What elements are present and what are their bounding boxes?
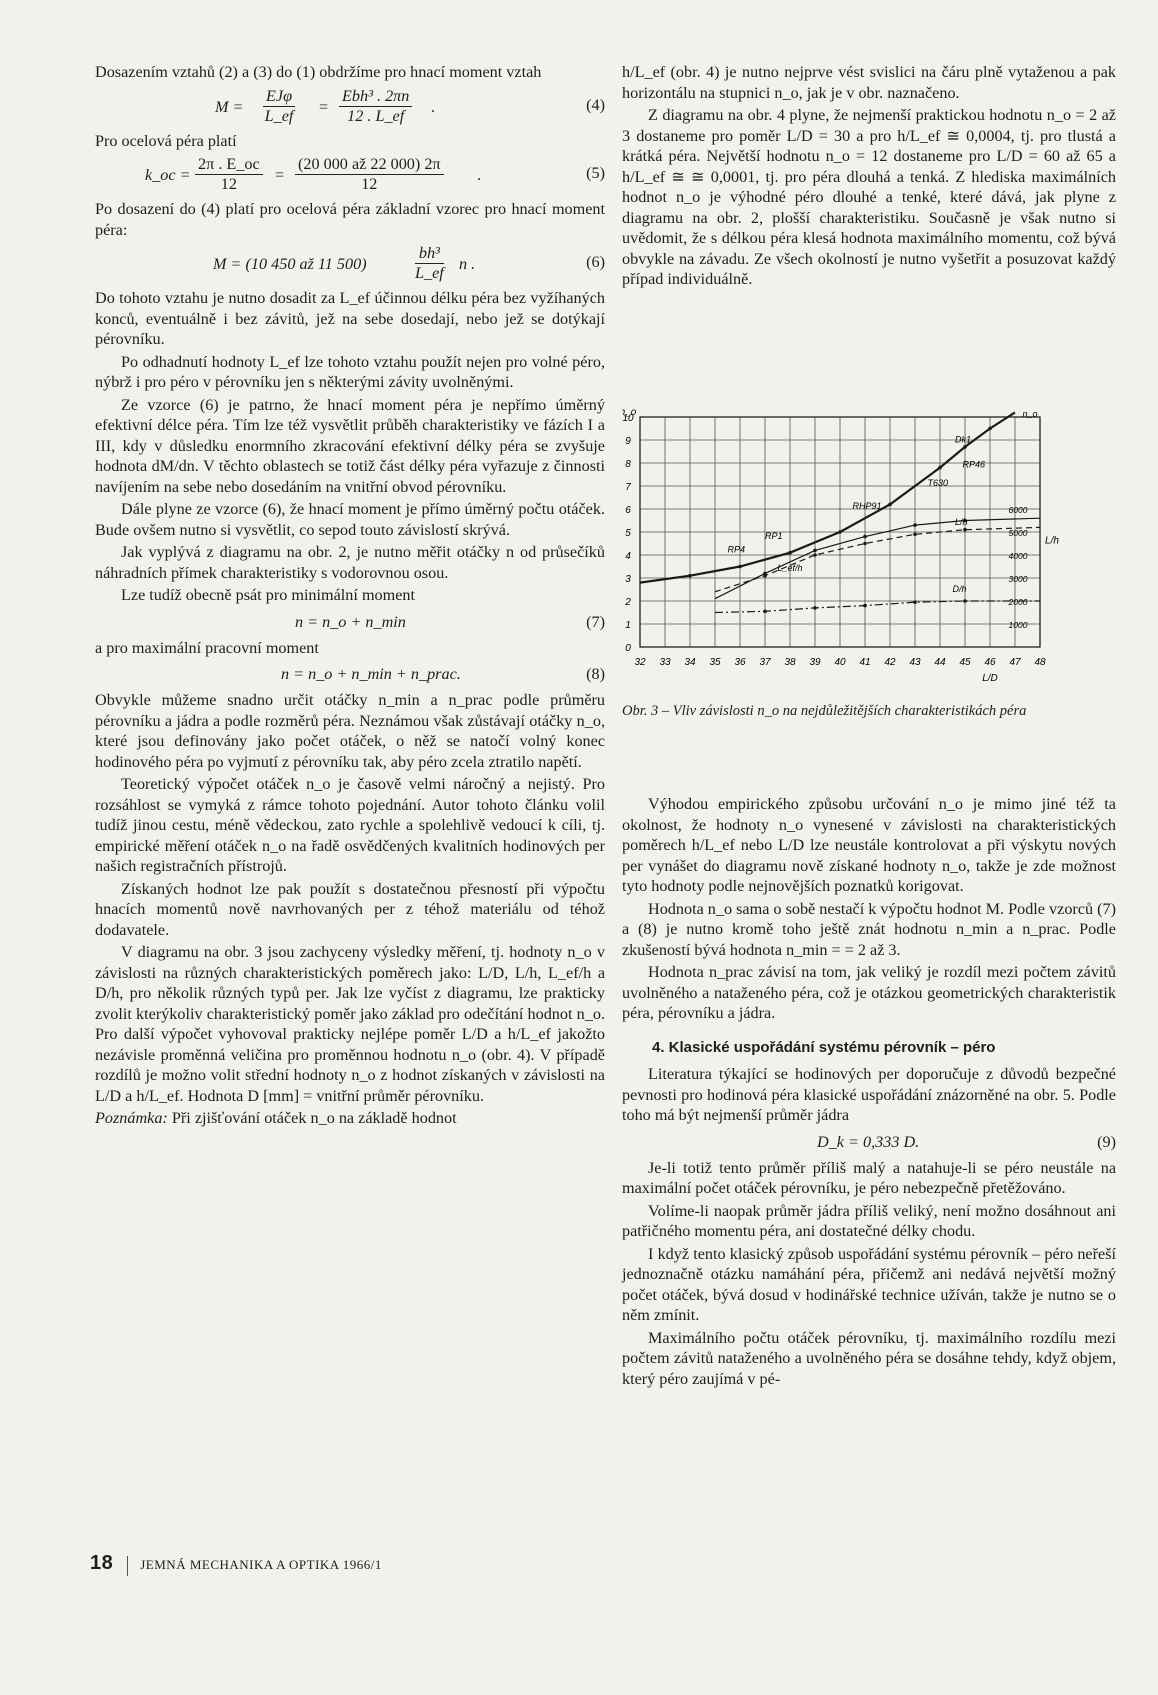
data-point (813, 606, 817, 610)
x-axis-label: L/D (982, 673, 998, 684)
paragraph: Po dosazení do (4) platí pro ocelová péra základní vzorec pro hnací moment péra: (95, 200, 605, 239)
y2-axis-label: L/h (1045, 535, 1059, 547)
data-point (863, 542, 867, 546)
x-tick-label: 46 (984, 657, 996, 668)
x-tick-label: 37 (759, 657, 771, 668)
data-point (838, 530, 842, 534)
paragraph: Po odhadnutí hodnoty L_ef lze tohoto vztahu použít nejen pro volné péro, nýbrž i pro péro v pérovníku jen s některými závity uvolněnými. (95, 352, 605, 391)
paragraph: h/L_ef (obr. 4) je nutno nejprve vést svislici na čáru plně vytaženou a pak horizontálu na stupnici n_o, jak je v obr. naznačeno. (622, 63, 1116, 102)
x-tick-label: 41 (859, 657, 871, 668)
data-point (863, 535, 867, 539)
x-tick-label: 45 (959, 657, 971, 668)
chart-annotation: RP46 (962, 459, 986, 470)
paragraph: Dosazením vztahů (2) a (3) do (1) obdržíme pro hnací moment vztah (95, 63, 542, 81)
y-tick-label: 6 (625, 505, 631, 516)
chart-annotation: Dk1 (955, 434, 972, 445)
paragraph: Maximálního počtu otáček pérovníku, tj. maximálního rozdílu mezi počtem závitů nataženého a uvolněného péra se dosáhne tehdy, když objem, který péro zaujímá v pé- (622, 1328, 1116, 1388)
chart-annotation: RP1 (765, 530, 783, 541)
eq-lhs: k_oc = (145, 166, 191, 184)
figure-caption: Obr. 3 – Vliv závislosti n_o na nejdůležitějších charakteristikách péra (622, 703, 1027, 719)
eq-fraction: EJφ L_ef (264, 86, 294, 125)
eq-tail: . (431, 97, 436, 116)
x-tick-label: 48 (1034, 657, 1046, 668)
paragraph: Volíme-li naopak průměr jádra příliš veliký, není možno dosáhnout ani patřičného momentu péra, ani dostatečné délky chodu. (622, 1201, 1116, 1240)
data-point (963, 445, 967, 449)
paragraph: Pro ocelová péra platí (95, 131, 237, 150)
footer-divider (127, 1556, 128, 1576)
equation-5 (95, 153, 605, 197)
paragraph (95, 1108, 605, 1129)
paragraph: Je-li totiž tento průměr příliš malý a natahuje-li se péro neustále na maximální počet otáček pérovníku, je péro nebezpečně přetěžováno. (622, 1158, 1116, 1197)
y2-tick-label: 1000 (1008, 620, 1028, 630)
y-tick-label: 1 (625, 620, 631, 631)
eq-text: n = n_o + n_min (295, 612, 406, 631)
x-tick-label: 33 (659, 657, 671, 668)
paragraph: Do tohoto vztahu je nutno dosadit za L_ef účinnou délku péra bez vyžíhaných konců, eventuálně i bez závitů, jež na sebe dosedají, nebo jež se dotýkají pérovníku. (95, 289, 605, 348)
paragraph: Dále plyne ze vzorce (6), že hnací moment je přímo úměrný počtu otáček. Bude ovšem nutno si vysvětlit, co sepod touto závislostí skrývá. (95, 500, 605, 539)
x-tick-label: 44 (934, 657, 946, 668)
paragraph: Získaných hodnot lze pak použít s dostatečnou přesností při výpočtu hnacích momentů nově navrhovaných per z téhož materiálu od téhož dodavatele. (95, 879, 605, 939)
paragraph: Hodnota n_prac závisí na tom, jak veliký je rozdíl mezi počtem závitů uvolněného a nataženého péra, což je otázkou geometrických charakteristik péra, pérovníku a jádra. (622, 963, 1116, 1022)
data-point (738, 565, 742, 569)
chart-annotation: T630 (927, 478, 949, 488)
data-point (863, 604, 867, 608)
data-point (763, 610, 767, 614)
x-tick-label: 42 (884, 657, 896, 668)
right-column (622, 62, 1116, 292)
y-tick-label: 10 (622, 413, 634, 424)
equation-number: (6) (586, 253, 605, 271)
x-tick-label: 32 (634, 657, 646, 668)
y2-tick-label: 5000 (1008, 528, 1028, 538)
chart-annotation: RHP91 (852, 501, 882, 511)
x-tick-label: 40 (834, 657, 846, 668)
equation-9 (622, 1130, 1116, 1154)
x-tick-label: 43 (909, 657, 921, 668)
paragraph: V diagramu na obr. 3 jsou zachyceny výsledky měření, tj. hodnoty n_o v závislosti na různých charakteristických poměrech jako: L/D, L/h, L_ef/h a D/h, pro několik různých typů per. Jak lze vyčíst z diagramu, lze prakticky zvolit kterýkoliv charakteristický poměr jako základ pro odečítání hodnot n_o. Pro další výpočet vyhovoval prakticky nejlépe poměr L/D a h/L_ef jakožto nezávisle proměnná veličina pro proměnnou hodnotu n_o (obr. 4). V případě rozdílů je možno volit střední hodnoty n_o z hodnot získaných v závislosti na L/D a h/L_ef. Hodnota D [mm] = vnitřní průměr pérovníku. (95, 943, 605, 1105)
journal-name: JEMNÁ MECHANIKA A OPTIKA 1966/1 (140, 1557, 382, 1572)
eq-tail: . (477, 166, 482, 184)
data-point (813, 549, 817, 553)
y-tick-label: 4 (625, 551, 631, 562)
eq-fraction: $\frac{(20 000 až 22 000) 2\pi}{12}$ (295, 155, 444, 194)
data-point (913, 533, 917, 537)
data-point (913, 523, 917, 527)
eq-lhs: M = (215, 97, 244, 116)
x-tick-label: 36 (734, 657, 746, 668)
eq-sign: = (275, 166, 285, 184)
paragraph: Ze vzorce (6) je patrno, že hnací moment péra je nepřímo úměrný efektivní délce péra. Tím lze též vysvětlit průběh charakteristiky ve fázích I a III, kdy v důsledku enormního zkracování efektivní délky péra se zvyšuje hodnota dM/dn. V těchto oblastech se totiž část délky péra vyřazuje z činnosti navíjením na sebe nebo dosedáním na vnitřní obvod pérovníku. (95, 395, 605, 496)
y-tick-label: 7 (625, 482, 631, 493)
y-tick-label: 5 (625, 528, 631, 539)
y2-tick-label: 6000 (1008, 505, 1028, 515)
equation-number: (8) (586, 665, 605, 683)
data-point (963, 599, 967, 603)
eq-tail: n . (459, 255, 476, 273)
paragraph: Literatura týkající se hodinových per doporučuje z důvodů bezpečné pevnosti pro hodinová péra klasické uspořádání znázorněné na obr. 5. Podle toho má být nejmenší průměr jádra (622, 1065, 1116, 1124)
paragraph: I když tento klasický způsob uspořádání systému pérovník – péro neřeší jednoznačně otázku namáhání péra, přičemž ani nedává největší možný počet otáček, bývá dosud v hodinářské technice užíván, takže je nutno se o něm zmínit. (622, 1244, 1116, 1324)
chart-annotation: RP4 (727, 544, 746, 555)
left-column (95, 62, 605, 1131)
equation-number: (4) (586, 95, 605, 114)
equation-8 (95, 662, 605, 686)
eq-fraction: $\frac{\text{bh³}}{L\_ef}$ (415, 244, 444, 282)
equation-4 (95, 85, 605, 129)
data-point (763, 574, 767, 578)
eq-text: D_k = 0,333 D. (817, 1132, 920, 1151)
chart-annotation: L_ef/h (777, 563, 803, 574)
eq-fraction: Ebh³ . 2πn 12 . L_ef (339, 87, 412, 126)
y2-tick-label: 2000 (1008, 597, 1028, 607)
x-tick-label: 39 (809, 657, 821, 668)
equation-number: (9) (1097, 1132, 1116, 1151)
y-tick-label: 0 (625, 643, 631, 654)
data-point (963, 528, 967, 532)
y2-tick-label: 3000 (1008, 574, 1028, 584)
paragraph: Hodnota n_o sama o sobě nestačí k výpočtu hodnot M. Podle vzorců (7) a (8) je nutno kromě toho ještě znát hodnotu n_min a n_prac. Podle zkušeností bývá hodnota n_min = = 2 až 3. (622, 899, 1116, 959)
x-tick-label: 47 (1009, 657, 1021, 668)
chart (622, 405, 1116, 705)
chart-annotation: D/h (952, 583, 967, 594)
y-axis-label: _o (625, 407, 637, 418)
data-point (913, 600, 917, 604)
paragraph: Teoretický výpočet otáček n_o je časově velmi náročný a nejistý. Pro rozsáhlost se vymyká z rámce tohoto pojednání. Autor tohoto článku volil tudíž jinou cestu, méně vědeckou, zato rychle a spolehlivě vedoucí k cíli, tj. empirické měření otáček n_o na řadě osvědčených kvalitních hodinových per našich registračních přístrojů. (95, 775, 605, 875)
page-number: 18 (90, 1552, 114, 1574)
chart-annotation: L/h (955, 517, 968, 528)
section-heading: 4. Klasické uspořádání systému pérovník – péro (652, 1038, 996, 1056)
data-point (813, 553, 817, 557)
data-point (988, 427, 992, 431)
data-point (888, 503, 892, 507)
paragraph: Lze tudíž obecně psát pro minimální moment (121, 586, 415, 604)
equation-number: (5) (586, 164, 605, 182)
y-tick-label: 8 (625, 459, 631, 470)
eq-text: n = n_o + n_min + n_prac. (281, 665, 461, 683)
equation-number: (7) (586, 612, 605, 631)
eq-sign: = (319, 97, 329, 116)
x-tick-label: 35 (709, 657, 721, 668)
eq-lhs: M = (10 450 až 11 500) (213, 255, 367, 273)
paragraph: Z diagramu na obr. 4 plyne, že nejmenší praktickou hodnotu n_o = 2 až 3 dostaneme pro poměr L/D = 30 a pro h/L_ef ≅ 0,0004, tj. pro tlustá a krátká péra. Největší hodnotu n_o = 12 dostaneme pro L/D = 60 až 65 a h/L_ef ≅ ≅ 0,0001, tj. pro péra dlouhá a tenká. Z hlediska maximálních hodnot n_o je výhodné péro dlouhé a tenké, které dává, jak plyne z diagramu na obr. 2, plošší charakteristiku. Současně je však nutno si uvědomit, že s délkou péra klesá hodnota maximálního momentu, což bývá obvykle na závadu. Ze všech okolností je nutno vyšetřit a posuzovat každý případ individuálně. (622, 106, 1116, 288)
data-point (938, 466, 942, 470)
page-footer (90, 1552, 382, 1576)
y-tick-label: 9 (625, 436, 631, 447)
note-text: Při zjišťování otáček n_o na základě hodnot (171, 1109, 457, 1127)
x-tick-label: 34 (684, 657, 696, 668)
data-point (788, 551, 792, 555)
paragraph: Jak vyplývá z diagramu na obr. 2, je nutno měřit otáčky n od průsečíků náhradních přímek charakteristiky s vodorovnou osou. (95, 543, 605, 582)
equation-6 (95, 242, 605, 286)
data-point (688, 574, 692, 578)
paragraph: Obvykle můžeme snadno určit otáčky n_min a n_prac podle průměru pérovníku a jádra a podle rozměrů péra. Neznámou však zůstávají otáčky n_o, které jsou definovány jako počet otáček, o něž se natočí volný konec hodinového péra po vyjmutí z pérovníku tak, aby péro zcela ztratilo napětí. (95, 691, 605, 771)
eq-fraction: $\frac{2\pi . E\_oc}{12}$ (195, 155, 263, 194)
chart-annotation: n_o (1022, 409, 1038, 419)
paragraph: Výhodou empirického způsobu určování n_o je mimo jiné též ta okolnost, že hodnoty n_o vynesené v závislosti na charakteristických poměrech h/L_ef nebo L/D lze neustále kontrolovat a při výskytu nových per vynášet do diagramu nově získané hodnoty n_o, takže je zde možnost tyto hodnoty podle nejnovějších poznatků korigovat. (622, 795, 1116, 895)
series-line (715, 518, 1040, 599)
y-tick-label: 3 (625, 574, 631, 585)
y-tick-label: 2 (625, 597, 631, 608)
equation-7 (95, 610, 605, 634)
y2-tick-label: 4000 (1008, 551, 1028, 561)
note-label: Poznámka: (95, 1109, 168, 1127)
right-column-lower (622, 794, 1116, 1391)
x-tick-label: 38 (784, 657, 796, 668)
figure-3 (622, 405, 1116, 725)
paragraph: a pro maximální pracovní moment (95, 638, 319, 657)
